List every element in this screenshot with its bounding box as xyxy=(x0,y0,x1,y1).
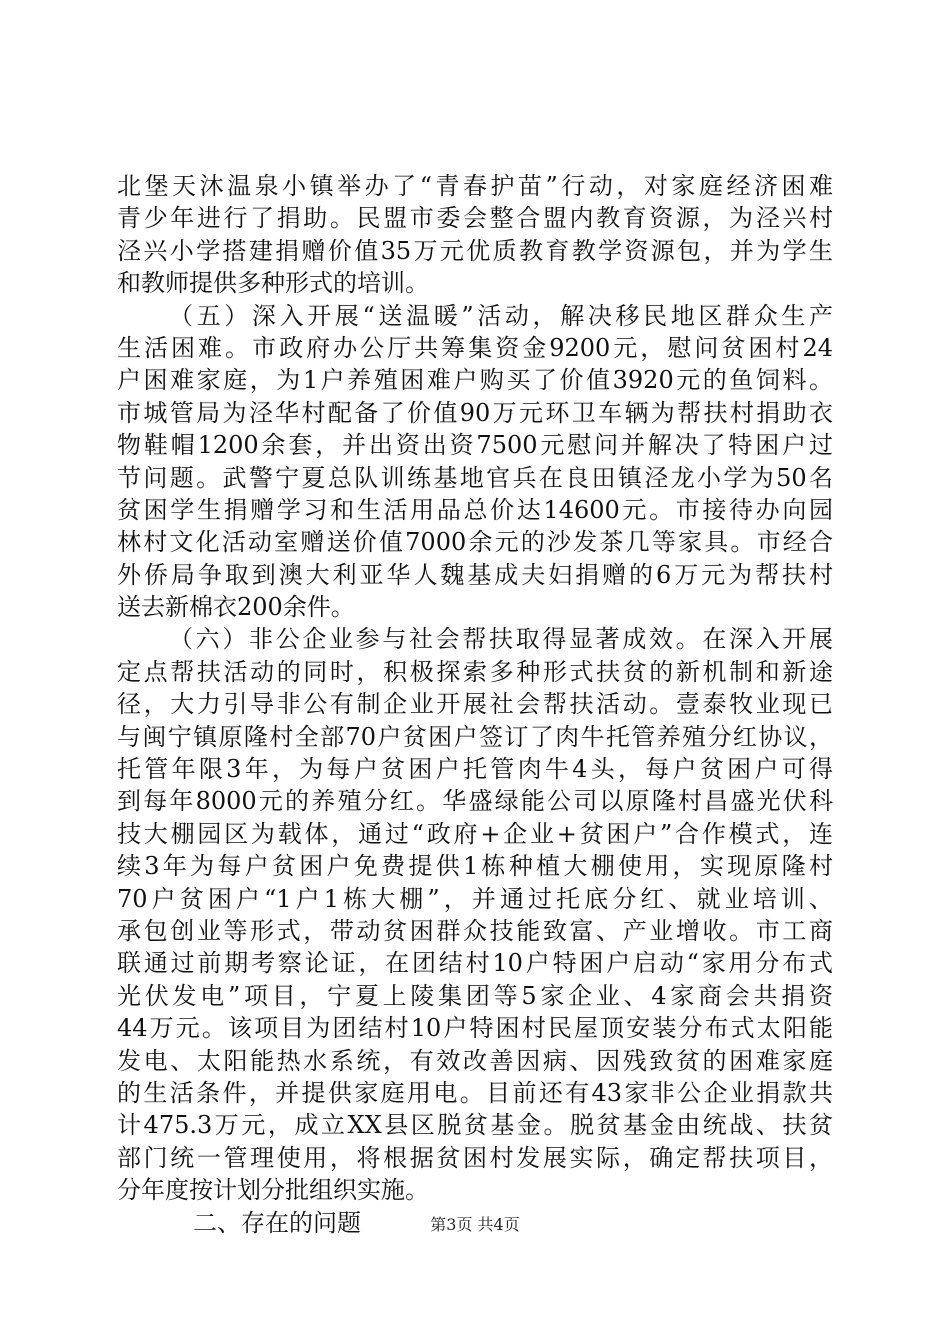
paragraph-line: 节问题。武警宁夏总队训练基地官兵在良田镇泾龙小学为50名 xyxy=(117,463,833,492)
paragraph-line: 托管年限3年，为每户贫困户托管肉牛4头，每户贫困户可得 xyxy=(117,755,833,784)
paragraph-line: 径，大力引导非公有制企业开展社会帮扶活动。壹泰牧业现已 xyxy=(117,690,833,719)
paragraph-line: 70户贫困户“1户1栋大棚”，并通过托底分红、就业培训、 xyxy=(117,884,833,913)
paragraph-line: 贫困学生捐赠学习和生活用品总价达14600元。市接待办向园 xyxy=(117,495,833,524)
paragraph-line: 北堡天沐温泉小镇举办了“青春护苗”行动，对家庭经济困难 xyxy=(117,172,833,200)
page-number-footer: 第3页 共4页 xyxy=(430,1215,520,1234)
paragraph-line: （五）深入开展“送温暖”活动，解决移民地区群众生产 xyxy=(169,301,833,330)
paragraph-line: 联通过前期考察论证，在团结村10户特困户启动“家用分布式 xyxy=(117,949,833,978)
section-heading: 二、存在的问题 xyxy=(193,1208,361,1237)
paragraph-line: 市城管局为泾华村配备了价值90万元环卫车辆为帮扶村捐助衣 xyxy=(117,398,833,427)
paragraph-line: （六）非公企业参与社会帮扶取得显著成效。在深入开展 xyxy=(169,625,833,654)
paragraph-line: 物鞋帽1200余套，并出资出资7500元慰问并解决了特困户过 xyxy=(117,431,833,460)
paragraph-line: 泾兴小学搭建捐赠价值35万元优质教育教学资源包，并为学生 xyxy=(117,236,833,265)
paragraph-line: 承包创业等形式，带动贫困群众技能致富、产业增收。市工商 xyxy=(117,916,833,945)
paragraph-line: 和教师提供多种形式的培训。 xyxy=(117,269,429,298)
paragraph-line: 44万元。该项目为团结村10户特困村民屋顶安装分布式太阳能 xyxy=(117,1014,833,1043)
paragraph-line: 青少年进行了捐助。民盟市委会整合盟内教育资源，为泾兴村 xyxy=(117,204,833,233)
paragraph-line: 外侨局争取到澳大利亚华人魏基成夫妇捐赠的6万元为帮扶村 xyxy=(117,560,833,589)
paragraph-line: 生活困难。市政府办公厅共筹集资金9200元，慰问贫困村24 xyxy=(117,333,833,362)
paragraph-line: 部门统一管理使用，将根据贫困村发展实际，确定帮扶项目， xyxy=(117,1143,833,1172)
paragraph-line: 续3年为每户贫困户免费提供1栋种植大棚使用，实现原隆村 xyxy=(117,852,833,881)
paragraph-line: 与闽宁镇原隆村全部70户贫困户签订了肉牛托管养殖分红协议， xyxy=(117,722,833,751)
paragraph-line: 光伏发电”项目，宁夏上陵集团等5家企业、4家商会共捐资 xyxy=(117,981,833,1010)
paragraph-line: 户困难家庭，为1户养殖困难户购买了价值3920元的鱼饲料。 xyxy=(117,366,833,395)
paragraph-line: 林村文化活动室赠送价值7000余元的沙发茶几等家具。市经合 xyxy=(117,528,833,557)
paragraph-line: 定点帮扶活动的同时，积极探索多种形式扶贫的新机制和新途 xyxy=(117,657,833,686)
paragraph-line: 发电、太阳能热水系统，有效改善因病、因残致贫的困难家庭 xyxy=(117,1046,833,1075)
document-body xyxy=(117,170,833,1239)
paragraph-line: 到每年8000元的养殖分红。华盛绿能公司以原隆村昌盛光伏科 xyxy=(117,787,833,816)
paragraph-line: 计475.3万元，成立XX县区脱贫基金。脱贫基金由统战、扶贫 xyxy=(117,1111,833,1140)
paragraph-line: 技大棚园区为载体，通过“政府+企业+贫困户”合作模式，连 xyxy=(117,819,833,848)
paragraph-line: 分年度按计划分批组织实施。 xyxy=(117,1176,429,1205)
paragraph-line: 送去新棉衣200余件。 xyxy=(117,593,355,622)
paragraph-line: 的生活条件，并提供家庭用电。目前还有43家非公企业捐款共 xyxy=(117,1078,833,1107)
